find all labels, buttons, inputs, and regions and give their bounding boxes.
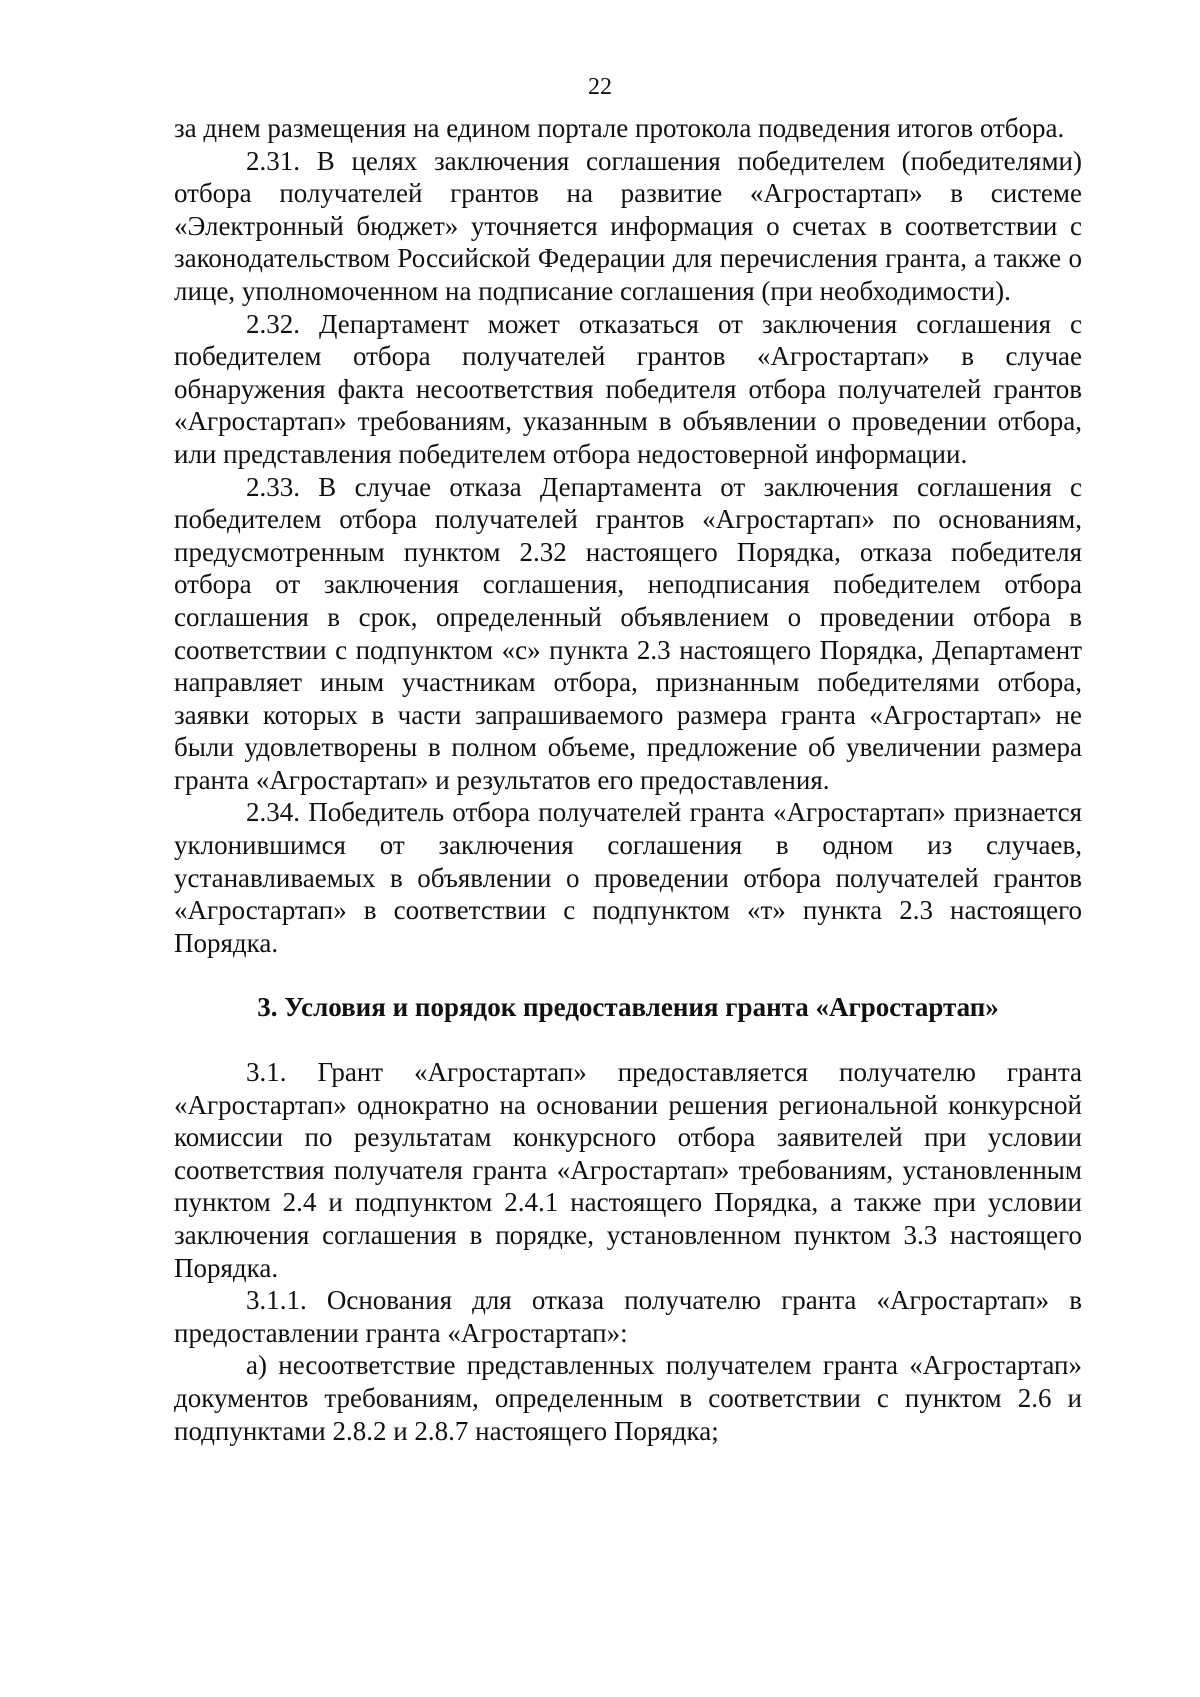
paragraph-2-33: 2.33. В случае отказа Департамента от заключения соглашения с победителем отбора получателей грантов «Агростартап» по основаниям, предусмотренным пунктом 2.32 настоящего Порядка, отказа победителя отбора от заключения соглашения, неподписания победителем отбора соглашения в срок, определенный объявлением о проведении отбора в соответствии с подпунктом «с» пункта 2.3 настоящего Порядка, Департамент направляет иным участникам отбора, признанным победителями отбора, заявки которых в части запрашиваемого размера гранта «Агростартап» не были удовлетворены в полном объеме, предложение об увеличении размера гранта «Агростартап» и результатов его предоставления. [174,471,1082,795]
paragraph-3-1-1: 3.1.1. Основания для отказа получателю гранта «Агростартап» в предоставлении гранта «Агростартап»: [174,1285,1082,1348]
paragraph-2-34: 2.34. Победитель отбора получателей гранта «Агростартап» признается уклонившимся от заключения соглашения в одном из случаев, устанавливаемых в объявлении о проведении отбора получателей грантов «Агростартап» в соответствии с подпунктом «т» пункта 2.3 настоящего Порядка. [174,797,1082,958]
paragraph-3-1-1-a: а) несоответствие представленных получателем гранта «Агростартап» документов требованиям, определенным в соответствии с пунктом 2.6 и подпунктами 2.8.2 и 2.8.7 настоящего Порядка; [174,1350,1082,1446]
document-body [174,112,1082,1447]
section-heading: 3. Условия и порядок предоставления гранта «Агростартап» [257,992,999,1023]
paragraph-3-1: 3.1. Грант «Агростартап» предоставляется получателю гранта «Агростартап» однократно на основании решения региональной конкурсной комиссии по результатам конкурсного отбора заявителей при условии соответствия получателя гранта «Агростартап» требованиям, установленным пунктом 2.4 и подпунктом 2.4.1 настоящего Порядка, а также при условии заключения соглашения в порядке, установленном пунктом 3.3 настоящего Порядка. [174,1057,1082,1283]
paragraph-2-31: 2.31. В целях заключения соглашения победителем (победителями) отбора получателей грантов на развитие «Агростартап» в системе «Электронный бюджет» уточняется информация о счетах в соответствии с законодательством Российской Федерации для перечисления гранта, а также о лице, уполномоченном на подписание соглашения (при необходимости). [174,145,1082,306]
paragraph-continuation: за днем размещения на едином портале протокола подведения итогов отбора. [174,113,1065,143]
paragraph-2-32: 2.32. Департамент может отказаться от заключения соглашения с победителем отбора получателей грантов «Агростартап» в случае обнаружения факта несоответствия победителя отбора получателей грантов «Агростартап» требованиям, указанным в объявлении о проведении отбора, или представления победителем отбора недостоверной информации. [174,308,1082,469]
page-number: 22 [588,74,612,100]
